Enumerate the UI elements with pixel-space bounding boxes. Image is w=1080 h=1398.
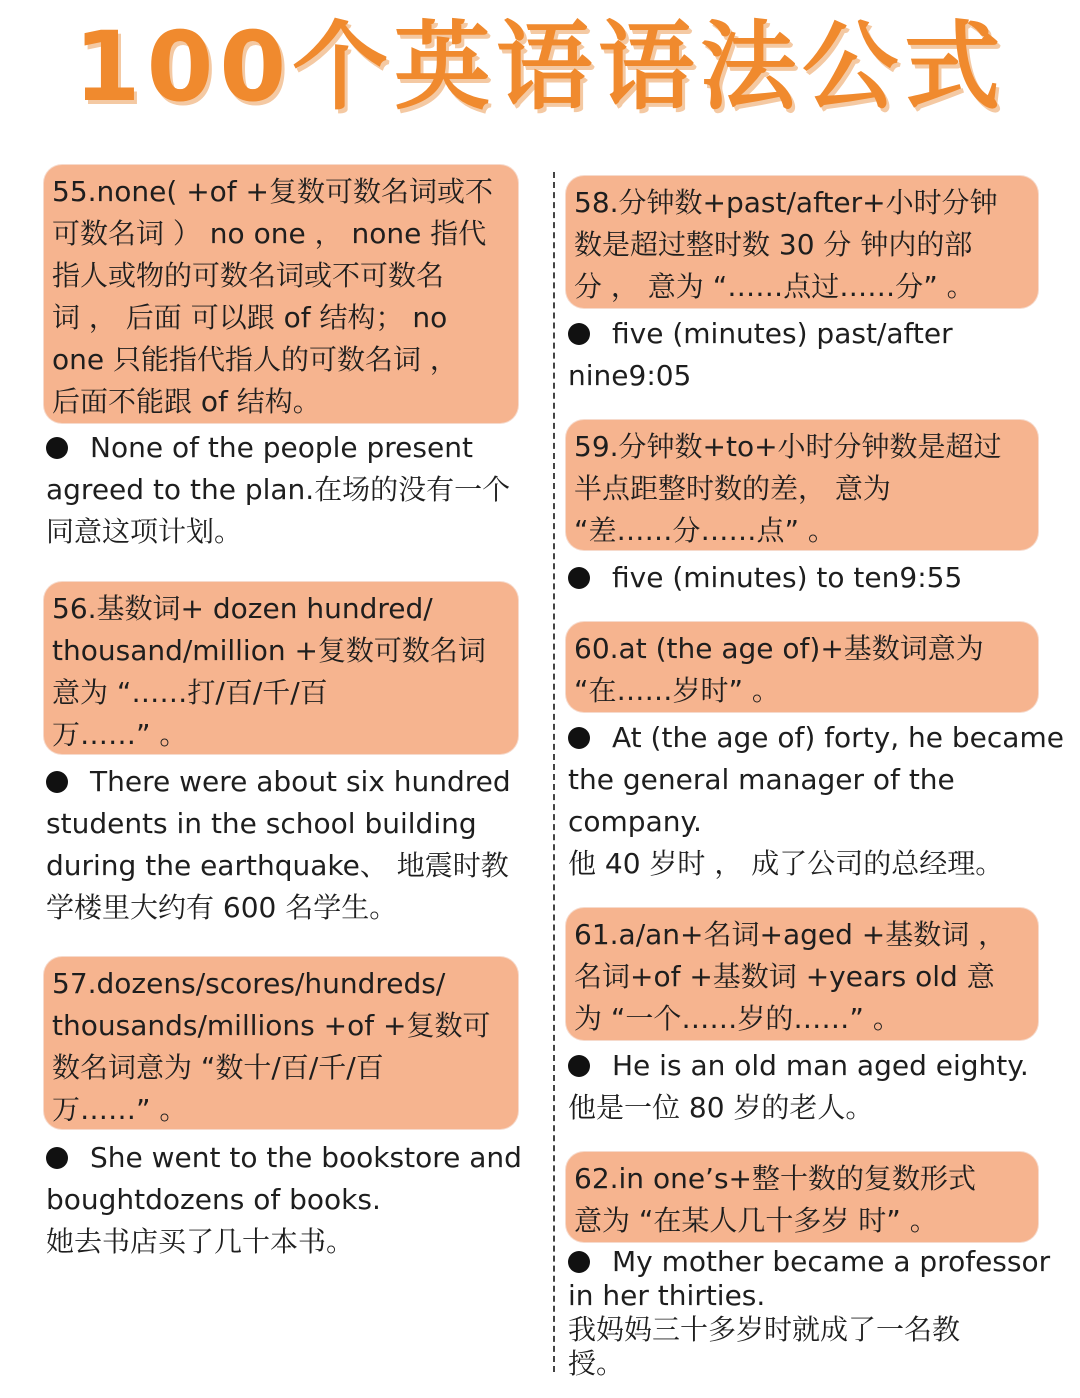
example-55-line-2: agreed to the plan.在场的没有一个 [46,473,511,506]
bullet-icon [46,1147,68,1169]
example-60-line-2: the general manager of the [568,763,955,796]
example-62 [568,1245,1073,1381]
example-61-line-1: He is an old man aged eighty. [612,1049,1029,1082]
example-56-line-4: 学楼里大约有 600 名学生。 [46,891,398,924]
bullet-icon [46,771,68,793]
bullet-icon [568,727,590,749]
rule-62-box [566,1152,1038,1242]
example-61 [568,1045,1068,1129]
rule-61-line-3: 为 “一个……岁的……” 。 [574,1002,901,1035]
bullet-icon [568,323,590,345]
example-58-line-1: five (minutes) past/after [612,317,953,350]
bullet-icon [568,567,590,589]
example-56-line-1: There were about six hundred [90,765,511,798]
rule-55-line-3: 指人或物的可数名词或不可数名 [52,259,445,292]
rule-62-line-1: 62.in one’s+整十数的复数形式 [574,1162,977,1195]
example-55-line-1: None of the people present [90,431,473,464]
example-56 [46,761,546,929]
example-56-line-2: students in the school building [46,807,477,840]
rule-60-line-1: 60.at (the age of)+基数词意为 [574,632,984,665]
example-56-line-3: during the earthquake、 地震时教 [46,849,509,882]
example-57-line-3: 她去书店买了几十本书。 [46,1225,355,1258]
example-61-line-2: 他是一位 80 岁的老人。 [568,1091,874,1124]
rule-56-line-2: thousand/million +复数可数名词 [52,634,486,667]
bullet-icon [568,1251,590,1273]
column-divider [553,172,555,1372]
rule-56-line-1: 56.基数词+ dozen hundred/ [52,592,433,625]
example-62-line-2: in her thirties. [568,1279,766,1312]
rule-55-line-1: 55.none( +of +复数可数名词或不 [52,175,494,208]
example-57-line-2: boughtdozens of books. [46,1183,381,1216]
rule-57-line-3: 数名词意为 “数十/百/千/百 [52,1051,384,1084]
rule-57-box [44,957,518,1129]
rule-61-line-1: 61.a/an+名词+aged +基数词 ， [574,918,1007,951]
example-58-line-2: nine9:05 [568,359,692,392]
example-59 [568,557,1058,599]
bullet-icon [46,437,68,459]
rule-55-line-2: 可数名词 ） no one ， none 指代 [52,217,487,250]
example-60 [568,717,1068,885]
rule-61-box [566,908,1038,1040]
example-57 [46,1137,546,1263]
example-62-line-3: 我妈妈三十多岁时就成了一名教 [568,1313,961,1346]
example-60-line-3: company. [568,805,702,838]
example-62-line-1: My mother became a professor [612,1245,1051,1278]
rule-55-line-5: one 只能指代指人的可数名词 ， [52,343,458,376]
rule-62-line-2: 意为 “在某人几十多岁 时” 。 [574,1204,938,1237]
rule-57-line-2: thousands/millions +of +复数可 [52,1009,491,1042]
rule-55-line-4: 词 ， 后面 可以跟 of 结构； no [52,301,448,334]
bullet-icon [568,1055,590,1077]
example-55-line-3: 同意这项计划。 [46,515,243,548]
rule-60-box [566,622,1038,712]
page-title: 100个英语语法公式 [73,11,1007,123]
rule-59-box [566,420,1038,550]
rule-56-box [44,582,518,754]
example-58 [568,313,1058,397]
example-59-line-1: five (minutes) to ten9:55 [612,561,963,594]
rule-55-line-6: 后面不能跟 of 结构。 [52,385,321,418]
rule-58-line-2: 数是超过整时数 30 分 钟内的部 [574,228,973,261]
rule-61-line-2: 名词+of +基数词 +years old 意 [574,960,995,993]
rule-56-line-4: 万……” 。 [52,718,188,751]
rule-58-line-3: 分 ， 意为 “……点过……分” 。 [574,270,975,303]
rule-55-box [44,165,518,423]
example-57-line-1: She went to the bookstore and [90,1141,522,1174]
rule-58-line-1: 58.分钟数+past/after+小时分钟 [574,186,998,219]
rule-57-line-1: 57.dozens/scores/hundreds/ [52,967,446,1000]
rule-57-line-4: 万……” 。 [52,1093,188,1126]
rule-59-line-3: “差……分……点” 。 [574,514,836,547]
example-55 [46,427,536,553]
example-60-line-1: At (the age of) forty, he became [612,721,1064,754]
example-60-line-4: 他 40 岁时 ， 成了公司的总经理。 [568,847,1004,880]
rule-56-line-3: 意为 “……打/百/千/百 [52,676,328,709]
rule-60-line-2: “在……岁时” 。 [574,674,780,707]
rule-59-line-1: 59.分钟数+to+小时分钟数是超过 [574,430,1002,463]
rule-59-line-2: 半点距整时数的差， 意为 [574,472,891,505]
rule-58-box [566,176,1038,308]
example-62-line-4: 授。 [568,1347,625,1380]
